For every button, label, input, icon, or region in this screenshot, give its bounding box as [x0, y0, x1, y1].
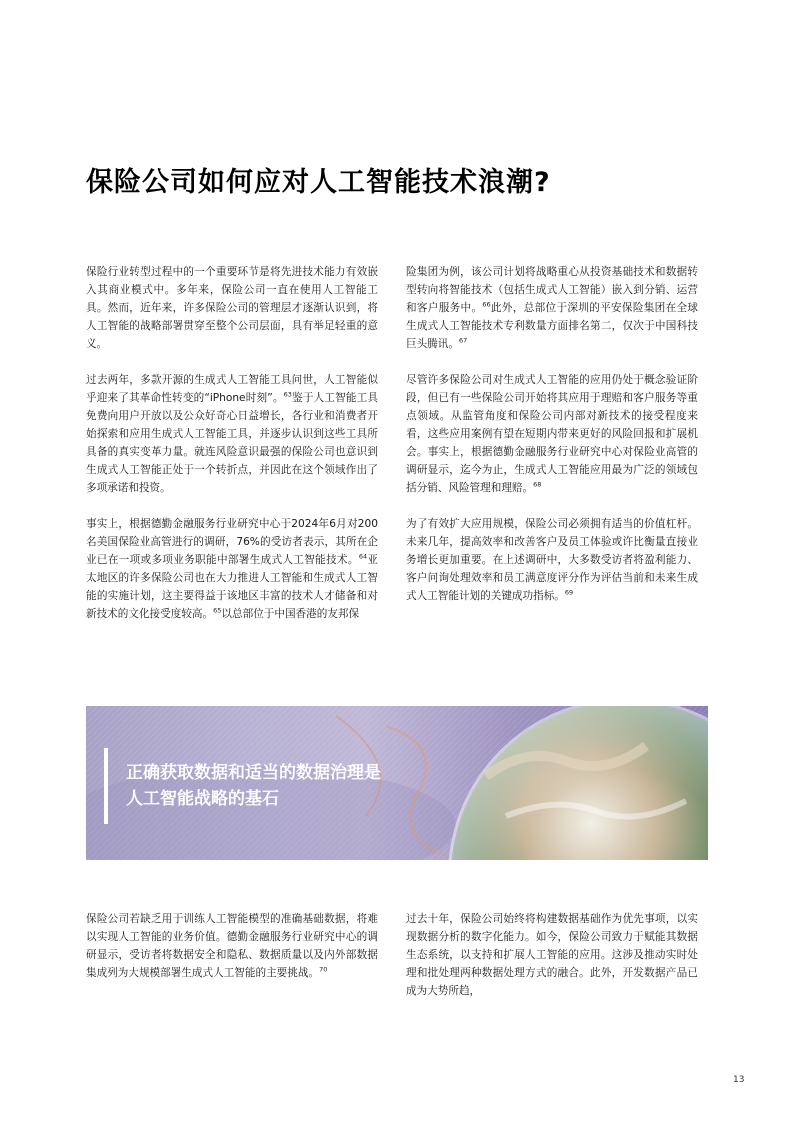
footnote-ref: 66 [482, 300, 491, 309]
paragraph-text: 鉴于人工智能工具免费向用户开放以及公众好奇心日益增长，各行业和消费者开始探索和应用生成式人工智能工具，并逐步认识到这些工具所具备的真实变革力量。就连风险意识最强的保险公司也意识到生成式人工智能正处于一个转折点，并因此在这个领域作出了多项承诺和投资。 [86, 392, 379, 494]
paragraph-text: 事实上，根据德勤金融服务行业研究中心于2024年6月对200名美国保险业高管进行的调研，76%的受访者表示，其所在企业已在一项或多项业务职能中部署生成式人工智能技术。 [86, 518, 378, 566]
footnote-ref: 68 [533, 480, 542, 489]
paragraph-text: 以总部位于中国香港的友邦保 [221, 608, 360, 620]
paragraph-text: 为了有效扩大应用规模，保险公司必须拥有适当的价值杠杆。未来几年，提高效率和改善客户及员工体验或许比衡量直接业务增长更加重要。在上述调研中，大多数受访者将盈利能力、客户问询处理效率和员工满意度评分作为评估当前和未来生成式人工智能计划的关键成功指标。 [406, 518, 698, 602]
right-column-bottom [406, 910, 698, 1018]
page-title: 保险公司如何应对人工智能技术浪潮? [86, 167, 551, 198]
paragraph [406, 910, 698, 1000]
paragraph [406, 371, 698, 497]
paragraph [86, 371, 378, 497]
banner-accent-bar [104, 748, 108, 824]
paragraph-text: 亚太地区的许多保险公司也在大力推进人工智能和生成式人工智能的实施计划，这主要得益于该地区丰富的技术人才储备和对新技术的文化接受度较高。 [86, 554, 379, 620]
paragraph-text: 过去两年，多款开源的生成式人工智能工具问世，人工智能似乎迎来了其革命性转变的“iPhone时刻”。 [86, 374, 378, 404]
left-column-bottom [86, 910, 378, 1000]
paragraph-text: 过去十年，保险公司始终将构建数据基础作为优先事项，以实现数据分析的数字化能力。如今，保险公司致力于赋能其数据生态系统，以支持和扩展人工智能的应用。这涉及推动实时处理和批处理两种数据处理方式的融合。此外，开发数据产品已成为大势所趋， [406, 913, 698, 997]
footnote-ref: 65 [213, 606, 222, 615]
footnote-ref: 69 [564, 588, 574, 597]
paragraph [86, 263, 378, 353]
footnote-ref: 67 [458, 336, 468, 345]
right-column-top [406, 263, 698, 623]
banner-image [86, 706, 708, 860]
paragraph-text: 保险行业转型过程中的一个重要环节是将先进技术能力有效嵌入其商业模式中。多年来，保险公司一直在使用人工智能工具。然而，近年来，许多保险公司的管理层才逐渐认识到，将人工智能的战略部署贯穿至整个公司层面，具有举足轻重的意义。 [86, 266, 378, 350]
paragraph-text: 险集团为例，该公司计划将战略重心从投资基础技术和数据转型转向将智能技术（包括生成式人工智能）嵌入到分销、运营和客户服务中。 [406, 266, 698, 314]
footnote-ref: 63 [283, 390, 292, 399]
footnote-ref: 64 [358, 552, 368, 561]
left-column-top [86, 263, 378, 641]
paragraph-text: 保险公司若缺乏用于训练人工智能模型的准确基础数据，将难以实现人工智能的业务价值。德勤金融服务行业研究中心的调研显示，受访者将数据安全和隐私、数据质量以及内外部数据集成列为大规模部署生成式人工智能的主要挑战。 [86, 913, 378, 979]
page-number: 13 [733, 1075, 745, 1085]
footnote-ref: 70 [319, 965, 328, 974]
paragraph [86, 515, 378, 623]
paragraph-text: 此外，总部位于深圳的平安保险集团在全球生成式人工智能技术专利数量方面排名第二，仅次于中国科技巨头腾讯。 [406, 302, 699, 350]
banner-heading [126, 760, 456, 812]
banner-line: 人工智能战略的基石 [126, 789, 279, 809]
paragraph [406, 263, 698, 353]
paragraph [86, 910, 378, 982]
paragraph-text: 尽管许多保险公司对生成式人工智能的应用仍处于概念验证阶段，但已有一些保险公司开始将其应用于理赔和客户服务等重点领域。从监管角度和保险公司内部对新技术的接受程度来看，这些应用案例有望在短期内带来更好的风险回报和扩展机会。事实上，根据德勤金融服务行业研究中心对保险业高管的调研显示，迄今为止，生成式人工智能应用最为广泛的领域包括分销、风险管理和理赔。 [406, 374, 698, 494]
paragraph [406, 515, 698, 605]
banner-line: 正确获取数据和适当的数据治理是 [126, 763, 381, 783]
